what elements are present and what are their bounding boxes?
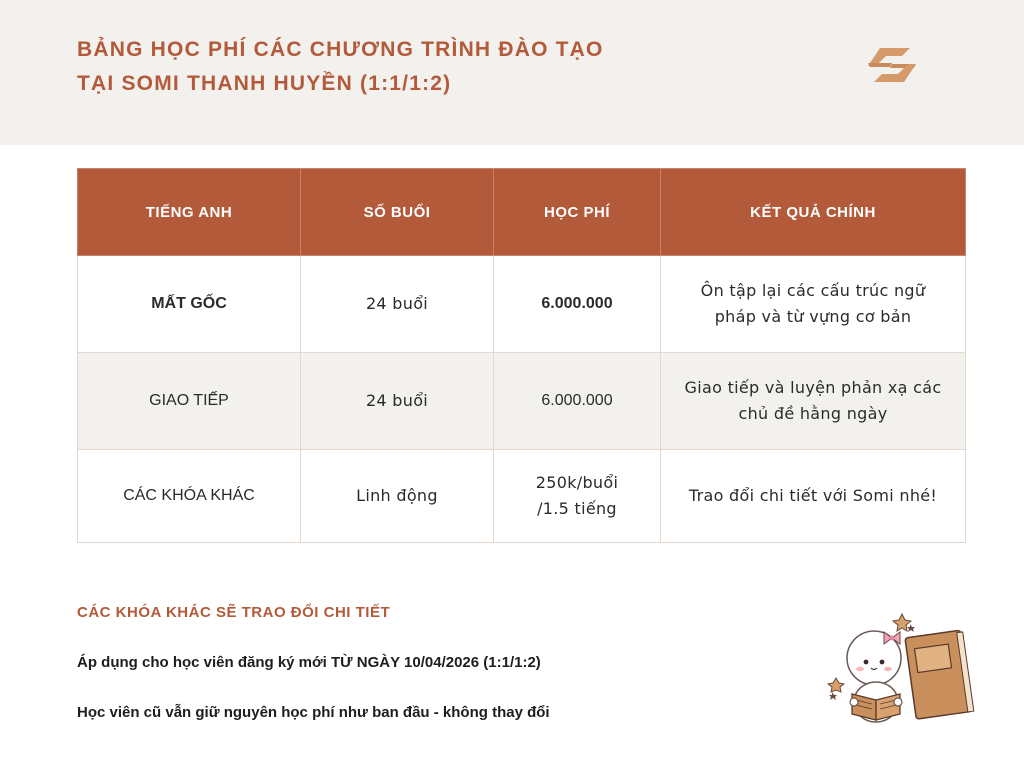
course-name: MẤT GỐC [78, 256, 301, 353]
fee-line: 250k/buổi [535, 473, 619, 492]
table-header-row [78, 169, 966, 256]
note-old-students: Học viên cũ vẫn giữ nguyên học phí như ban đầu - không thay đổi [77, 704, 550, 721]
fee-value: 6.000.000 [494, 353, 661, 450]
course-name: GIAO TIẾP [78, 353, 301, 450]
session-count: 24 buổi [301, 353, 494, 450]
fee-cell [494, 450, 661, 543]
tuition-table [77, 168, 966, 543]
title-line-2: TẠI SOMI THANH HUYỀN (1:1/1:2) [77, 72, 452, 95]
note-new-students: Áp dụng cho học viên đăng ký mới TỪ NGÀY 10/04/2026 (1:1/1:2) [77, 654, 541, 671]
fee-value: 6.000.000 [494, 256, 661, 353]
result-line: chủ đề hằng ngày [738, 404, 888, 423]
header-fee: HỌC PHÍ [494, 169, 661, 256]
result-line: Ôn tập lại các cấu trúc ngữ [700, 281, 926, 300]
notes-section [77, 604, 550, 721]
header-result: KẾT QUẢ CHÍNH [661, 169, 966, 256]
title-line-1: BẢNG HỌC PHÍ CÁC CHƯƠNG TRÌNH ĐÀO TẠO [77, 38, 604, 61]
brand-logo-icon [866, 46, 918, 84]
page-title [77, 33, 604, 101]
header-english: TIẾNG ANH [78, 169, 301, 256]
notes-heading: CÁC KHÓA KHÁC SẼ TRAO ĐỔI CHI TIẾT [77, 604, 391, 621]
result-line: Giao tiếp và luyện phản xạ các [684, 378, 942, 397]
header-sessions: SỐ BUỔI [301, 169, 494, 256]
table-row [78, 256, 966, 353]
result-line: pháp và từ vựng cơ bản [714, 307, 912, 326]
result-cell [661, 353, 966, 450]
course-name: CÁC KHÓA KHÁC [78, 450, 301, 543]
reading-character-illustration [826, 612, 976, 730]
result-line: Trao đổi chi tiết với Somi nhé! [688, 486, 938, 505]
session-count: Linh động [301, 450, 494, 543]
fee-line: /1.5 tiếng [537, 499, 617, 518]
table-row [78, 353, 966, 450]
result-cell [661, 450, 966, 543]
table-row [78, 450, 966, 543]
result-cell [661, 256, 966, 353]
session-count: 24 buổi [301, 256, 494, 353]
